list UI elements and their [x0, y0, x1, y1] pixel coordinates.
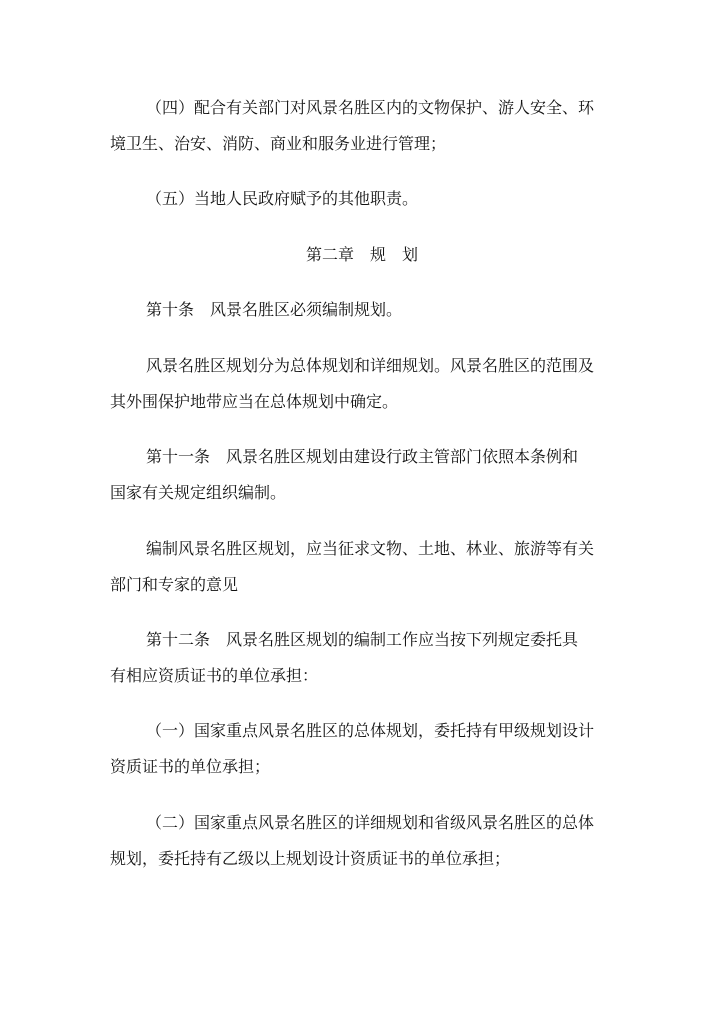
chapter-heading: 第二章 规 划 — [305, 245, 418, 264]
article-11-line-2: 国家有关规定组织编制。 — [110, 483, 287, 502]
item-5-line: （五）当地人民政府赋予的其他职责。 — [146, 189, 419, 208]
item-4-line-2: 境卫生、治安、消防、商业和服务业进行管理； — [110, 134, 447, 153]
article-12-item-1-line-1: （一）国家重点风景名胜区的总体规划，委托持有甲级规划设计 — [146, 721, 595, 740]
article-12-line-2: 有相应资质证书的单位承担： — [110, 666, 319, 685]
article-12-line-1: 第十二条 风景名胜区规划的编制工作应当按下列规定委托具 — [146, 630, 579, 649]
item-4-line-1: （四）配合有关部门对风景名胜区内的文物保护、游人安全、环 — [146, 98, 595, 117]
article-10-line: 第十条 风景名胜区必须编制规划。 — [146, 300, 403, 319]
article-10-para-line-1: 风景名胜区规划分为总体规划和详细规划。风景名胜区的范围及 — [146, 356, 595, 375]
article-12-item-2-line-2: 规划，委托持有乙级以上规划设计资质证书的单位承担； — [110, 849, 511, 868]
article-11-line-1: 第十一条 风景名胜区规划由建设行政主管部门依照本条例和 — [146, 447, 579, 466]
article-10-para-line-2: 其外围保护地带应当在总体规划中确定。 — [110, 392, 399, 411]
article-11-para-line-2: 部门和专家的意见 — [110, 575, 239, 594]
article-12-item-2-line-1: （二）国家重点风景名胜区的详细规划和省级风景名胜区的总体 — [146, 813, 595, 832]
article-11-para-line-1: 编制风景名胜区规划，应当征求文物、土地、林业、旅游等有关 — [146, 539, 595, 558]
article-12-item-1-line-2: 资质证书的单位承担； — [110, 757, 271, 776]
